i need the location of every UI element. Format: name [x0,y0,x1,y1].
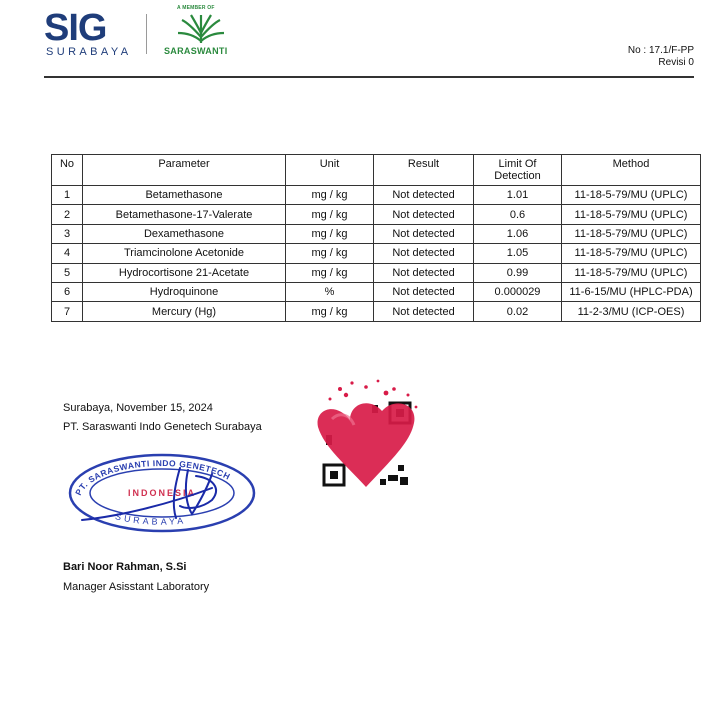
cell-method: 11-18-5-79/MU (UPLC) [562,186,701,205]
signature-company: PT. Saraswanti Indo Genetech Surabaya [63,421,262,433]
stamp-bottom-text: SURABAYA [114,511,187,527]
cell-no: 7 [52,302,83,321]
logo-divider [146,14,147,54]
cell-parameter: Dexamethasone [83,224,286,243]
header-divider [44,76,694,78]
document-number: No : 17.1/F-PP [627,45,694,56]
cell-parameter: Triamcinolone Acetonide [83,244,286,263]
cell-no: 6 [52,282,83,301]
table-header-row [52,155,701,186]
stamp-top-text: PT. SARASWANTI INDO GENETECH [73,457,233,497]
header-result: Result [374,155,474,186]
cell-unit: mg / kg [286,186,374,205]
cell-method: 11-18-5-79/MU (UPLC) [562,224,701,243]
cell-lod: 0.6 [474,205,562,224]
cell-no: 3 [52,224,83,243]
table-row [52,224,701,243]
cell-lod: 1.06 [474,224,562,243]
document-number-block [580,45,694,69]
cell-no: 1 [52,186,83,205]
cell-lod: 1.01 [474,186,562,205]
revision-number: Revisi 0 [658,57,694,68]
header-no: No [52,155,83,186]
cell-parameter: Hydroquinone [83,282,286,301]
table-row [52,302,701,321]
sig-logo-subtext: SURABAYA [46,46,132,58]
cell-result: Not detected [374,186,474,205]
cell-parameter: Betamethasone-17-Valerate [83,205,286,224]
signatory-name: Bari Noor Rahman, S.Si [63,561,187,573]
cell-parameter: Betamethasone [83,186,286,205]
saraswanti-leaf-icon [172,11,230,45]
table-row [52,244,701,263]
cell-no: 2 [52,205,83,224]
cell-method: 11-18-5-79/MU (UPLC) [562,205,701,224]
signature-place-date: Surabaya, November 15, 2024 [63,402,213,414]
cell-method: 11-2-3/MU (ICP-OES) [562,302,701,321]
cell-lod: 0.02 [474,302,562,321]
cell-unit: mg / kg [286,224,374,243]
signatory-title: Manager Asisstant Laboratory [63,581,210,593]
company-stamp [62,448,262,538]
cell-result: Not detected [374,244,474,263]
cell-result: Not detected [374,224,474,243]
cell-unit: mg / kg [286,244,374,263]
header-method: Method [562,155,701,186]
header-limit-of-detection: Limit Of Detection [474,155,562,186]
cell-method: 11-6-15/MU (HPLC-PDA) [562,282,701,301]
table-row [52,205,701,224]
cell-lod: 0.000029 [474,282,562,301]
cell-result: Not detected [374,302,474,321]
cell-result: Not detected [374,263,474,282]
results-table [51,154,701,322]
cell-result: Not detected [374,205,474,224]
cell-lod: 1.05 [474,244,562,263]
cell-unit: mg / kg [286,302,374,321]
cell-unit: mg / kg [286,263,374,282]
qr-code-with-heart [310,375,425,500]
saraswanti-logo-text: SARASWANTI [164,46,228,56]
cell-no: 5 [52,263,83,282]
sig-logo-text: SIG [44,7,107,49]
table-row [52,263,701,282]
table-row [52,186,701,205]
cell-method: 11-18-5-79/MU (UPLC) [562,263,701,282]
header-unit: Unit [286,155,374,186]
sig-surabaya-logo [44,7,132,60]
stamp-middle-text: INDONESIA [127,488,197,498]
cell-lod: 0.99 [474,263,562,282]
cell-unit: mg / kg [286,205,374,224]
cell-no: 4 [52,244,83,263]
saraswanti-logo [160,5,240,57]
table-row [52,282,701,301]
member-of-text: A MEMBER OF [177,5,215,11]
cell-parameter: Mercury (Hg) [83,302,286,321]
cell-result: Not detected [374,282,474,301]
cell-unit: % [286,282,374,301]
cell-parameter: Hydrocortisone 21-Acetate [83,263,286,282]
cell-method: 11-18-5-79/MU (UPLC) [562,244,701,263]
header-parameter: Parameter [83,155,286,186]
